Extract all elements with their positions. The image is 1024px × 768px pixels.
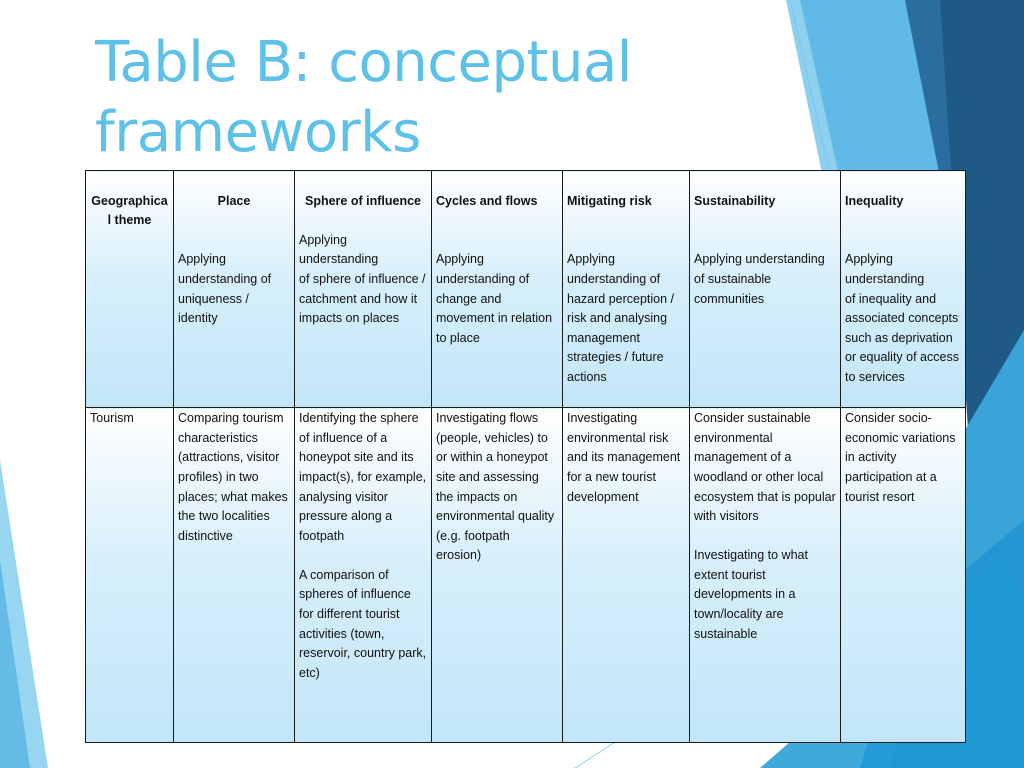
header-cell-place [174, 171, 295, 408]
header-cell-sustainability [690, 171, 841, 408]
header-cell-geographical-theme [86, 171, 174, 408]
header-title: Sustainability [694, 193, 776, 208]
table-cell-cycles-and-flows: Investigating flows (people, vehicles) to or within a honeypot site and assessing the impacts on environmental quality (e.g. footpath erosion) [432, 408, 563, 743]
conceptual-frameworks-table [85, 170, 966, 743]
header-title: Inequality [845, 193, 904, 208]
header-cell-inequality [841, 171, 966, 408]
header-cell-mitigating-risk [563, 171, 690, 408]
header-title: Cycles and flows [436, 193, 538, 208]
table-cell-place: Comparing tourism characteristics (attractions, visitor profiles) in two places; what makes the two localities distinctive [174, 408, 295, 743]
header-title: Place [217, 193, 251, 208]
header-title: Geographical theme [91, 193, 168, 228]
table-cell-theme: Tourism [86, 408, 174, 743]
header-description: Applying understanding of uniqueness / identity [178, 252, 272, 326]
table-header-row [86, 171, 966, 408]
header-description: Applying understanding of hazard perception / risk and analysing management strategies / future actions [567, 252, 675, 384]
slide-title: Table B: conceptual frameworks [95, 30, 632, 165]
table-row-tourism [86, 408, 966, 743]
header-description: Applying understanding of sphere of influence / catchment and how it impacts on places [299, 232, 426, 326]
header-cell-sphere-of-influence [295, 171, 432, 408]
table-cell-mitigating-risk: Investigating environmental risk and its management for a new tourist development [563, 408, 690, 743]
table-cell-inequality: Consider socio-economic variations in activity participation at a tourist resort [841, 408, 966, 743]
header-description: Applying understanding of inequality and associated concepts such as deprivation or equality of access to services [845, 252, 959, 384]
conceptual-frameworks-table-container [85, 170, 965, 702]
table-cell-sustainability: Consider sustainable environmental management of a woodland or other local ecosystem that is popular with visitors Investigating to what extent tourist developments in a town/locality are sustainable [690, 408, 841, 743]
header-cell-cycles-and-flows [432, 171, 563, 408]
header-description: Applying understanding of change and movement in relation to place [436, 252, 553, 345]
header-description: Applying understanding of sustainable communities [694, 252, 825, 306]
table-cell-sphere-of-influence: Identifying the sphere of influence of a honeypot site and its impact(s), for example, analysing visitor pressure along a footpath A comparison of spheres of influence for different tourist activities (town, reservoir, country park, etc) [295, 408, 432, 743]
header-title: Mitigating risk [567, 193, 652, 208]
header-title: Sphere of influence [305, 193, 421, 208]
